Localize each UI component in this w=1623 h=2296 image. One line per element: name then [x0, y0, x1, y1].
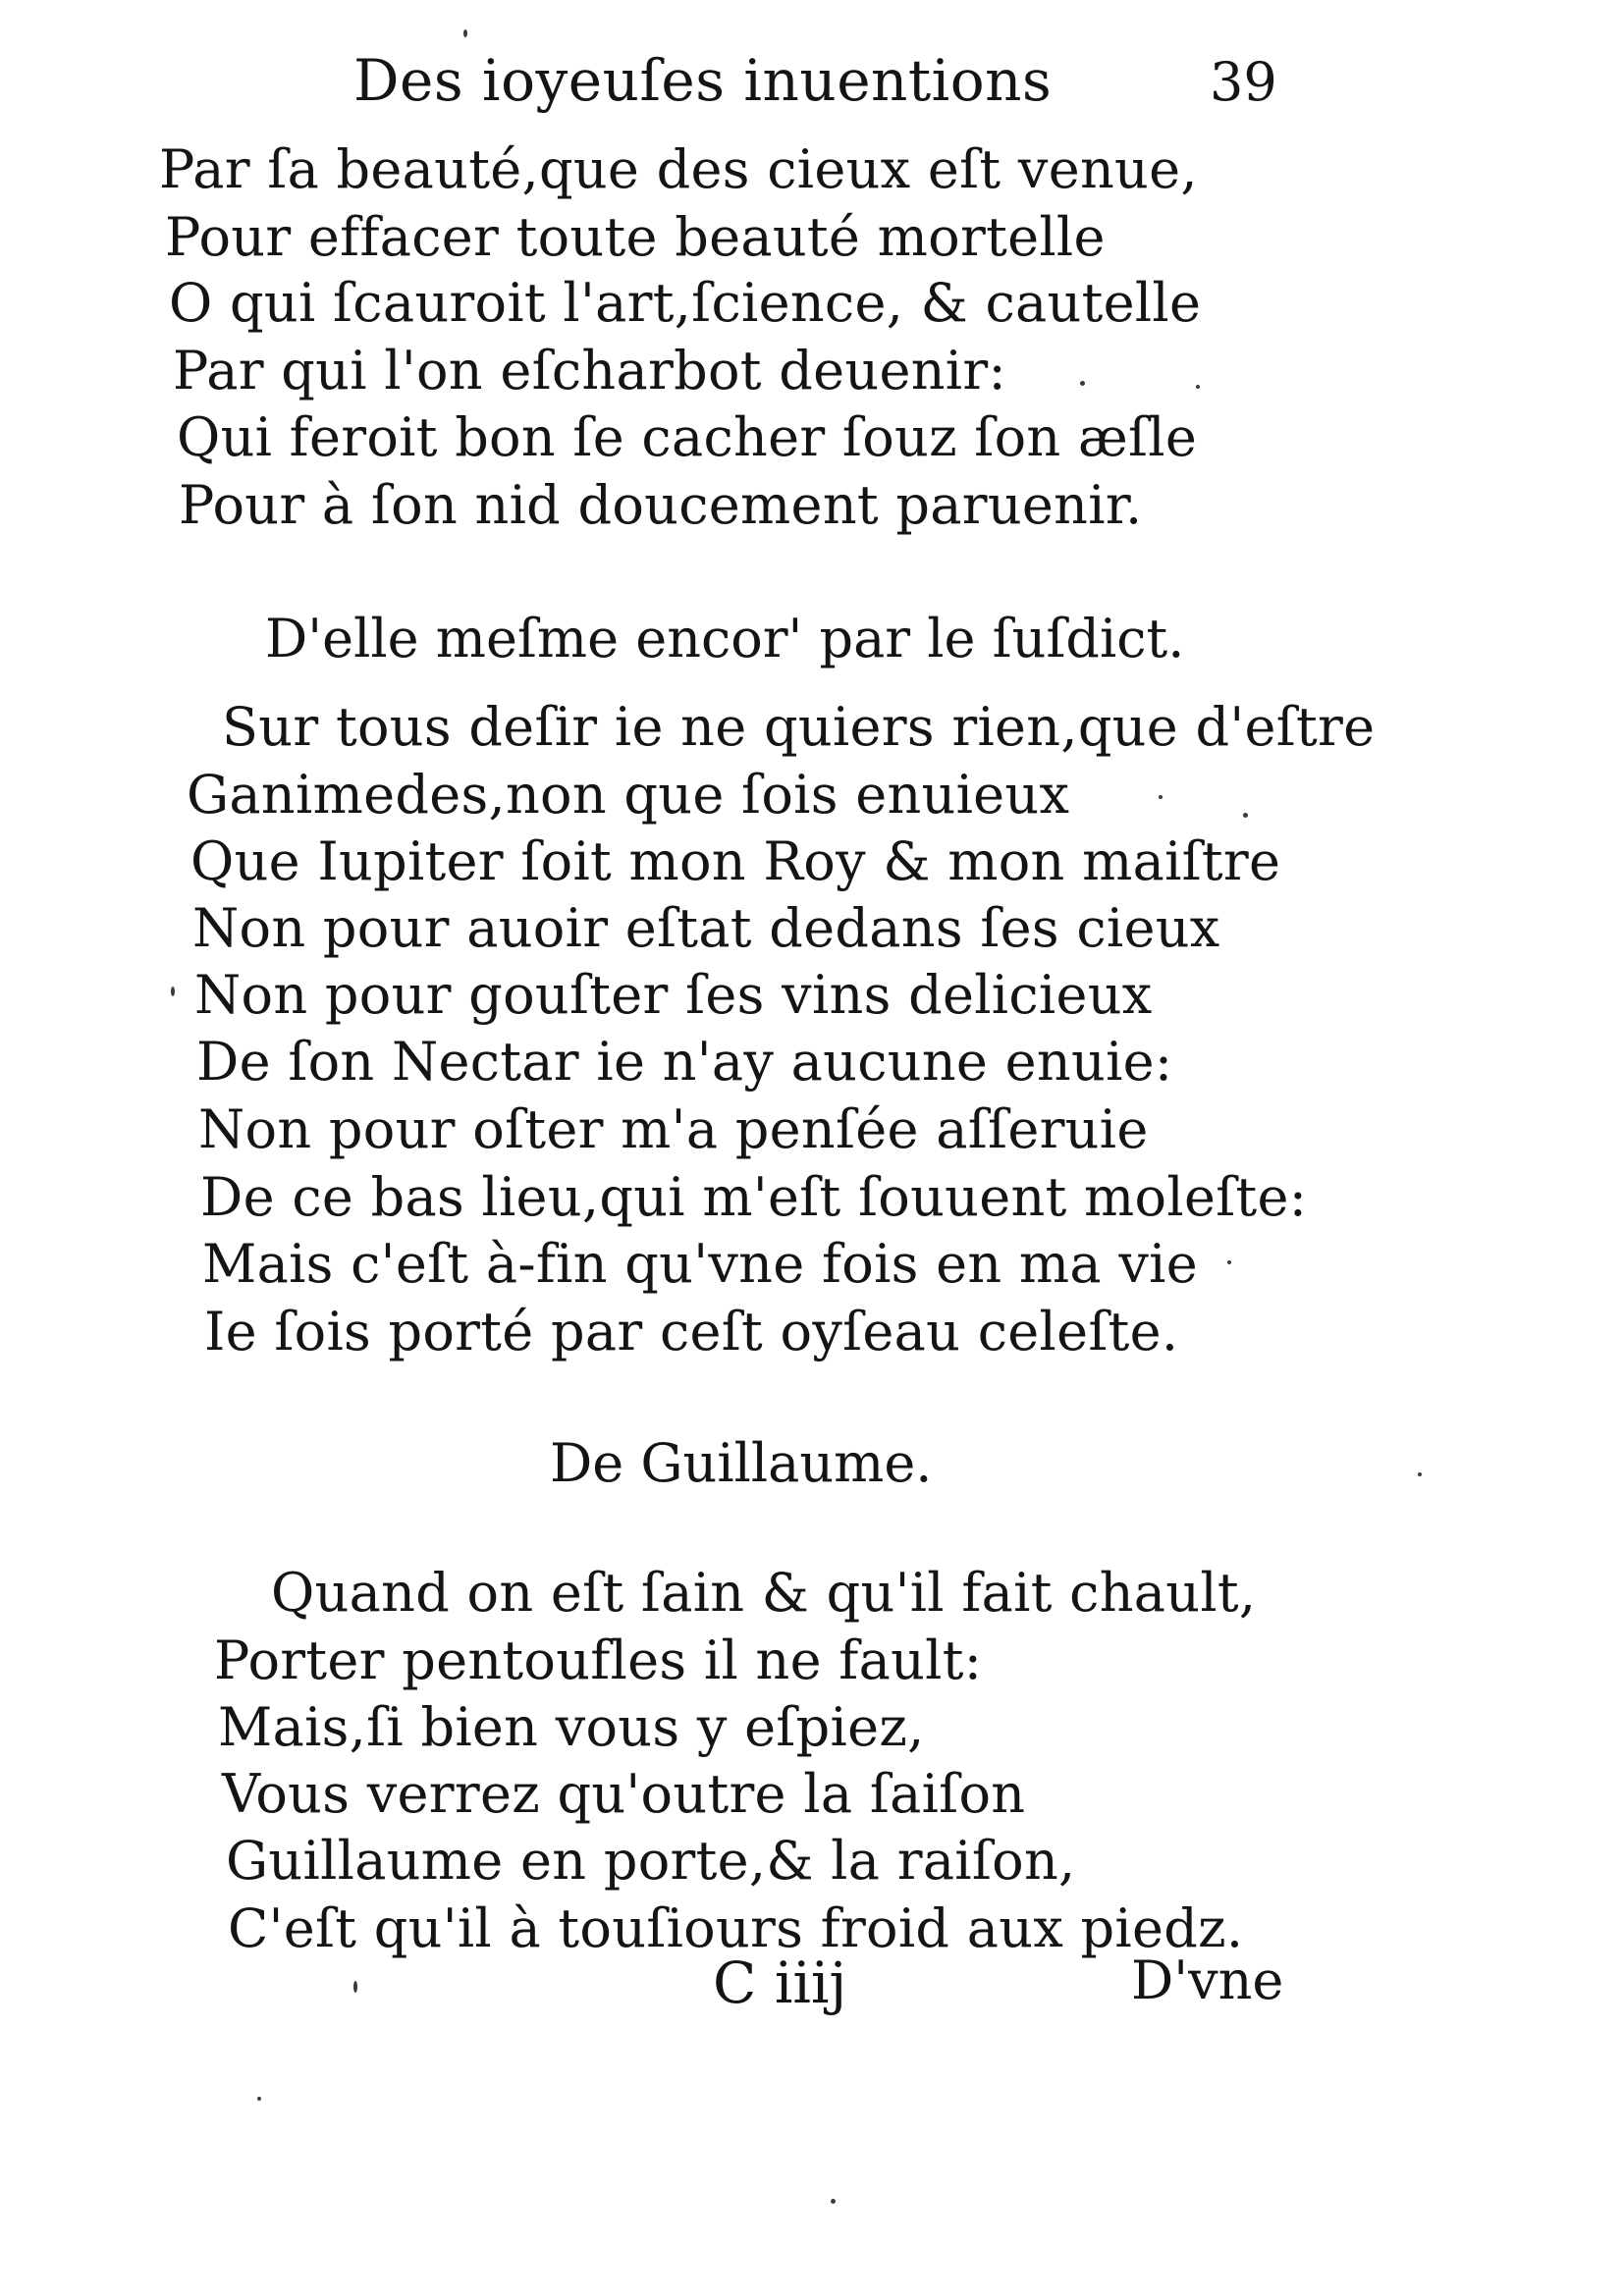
verse-line: Ie ſois porté par ceſt oyſeau celeſte.	[204, 1301, 1179, 1362]
verse-line: Non pour auoir eſtat dedans ſes cieux	[192, 897, 1220, 959]
verse-line: Par qui l'on eſcharbot deuenir:	[173, 340, 1006, 401]
scan-speck	[1196, 385, 1200, 389]
verse-line: Mais,ſi bien vous y eſpiez,	[218, 1696, 925, 1758]
verse-line: Pour effacer toute beauté mortelle	[165, 206, 1106, 268]
scan-speck	[1227, 1260, 1231, 1264]
scan-speck	[171, 987, 175, 996]
scan-speck	[1243, 813, 1248, 818]
verse-line: Quand on eſt ſain & qu'il fait chault,	[271, 1562, 1257, 1624]
poem-heading: De Guillaume.	[550, 1432, 933, 1494]
verse-line: Qui feroit bon ſe cacher ſouz ſon æſle	[177, 406, 1198, 468]
verse-line: Par ſa beauté,que des cieux eſt venue,	[159, 138, 1198, 200]
verse-line: Porter pentoufles il ne fault:	[214, 1629, 983, 1691]
verse-line: De ſon Nectar ie n'ay aucune enuie:	[196, 1031, 1173, 1093]
scan-speck	[353, 1981, 357, 1993]
verse-line: O qui ſcauroit l'art,ſcience, & cautelle	[169, 272, 1202, 334]
poem-heading: D'elle meſme encor' par le ſuſdict.	[265, 608, 1185, 669]
catchword: D'vne	[1131, 1949, 1284, 2011]
verse-line: Mais c'eſt à-fin qu'vne fois en ma vie	[202, 1233, 1199, 1295]
verse-line: Sur tous deſir ie ne quiers rien,que d'eſtre	[222, 696, 1376, 758]
running-head: Des ioyeuſes inuentions	[353, 47, 1053, 114]
scan-speck	[463, 29, 467, 37]
signature-mark: C iiij	[713, 1949, 847, 2016]
verse-line: C'eſt qu'il à touſiours froid aux piedz.	[228, 1897, 1244, 1959]
verse-line: Vous verrez qu'outre la ſaiſon	[222, 1763, 1026, 1825]
page-number: 39	[1210, 51, 1277, 113]
verse-line: Que Iupiter ſoit mon Roy & mon maiſtre	[190, 830, 1281, 892]
verse-line: Guillaume en porte,& la raiſon,	[226, 1830, 1076, 1892]
verse-line: Non pour oſter m'a penſée aſſeruie	[198, 1098, 1149, 1160]
scan-speck	[831, 2199, 836, 2204]
verse-line: Pour à ſon nid doucement paruenir.	[179, 474, 1143, 536]
scan-speck	[1418, 1472, 1422, 1476]
scan-speck	[257, 2097, 261, 2101]
scan-speck	[1080, 381, 1085, 386]
verse-line: De ce bas lieu,qui m'eſt ſouuent moleſte:	[200, 1166, 1308, 1228]
verse-line: Ganimedes,non que ſois enuieux	[187, 764, 1070, 826]
scan-speck	[1159, 795, 1163, 799]
verse-line: Non pour gouſter ſes vins delicieux	[194, 964, 1153, 1026]
